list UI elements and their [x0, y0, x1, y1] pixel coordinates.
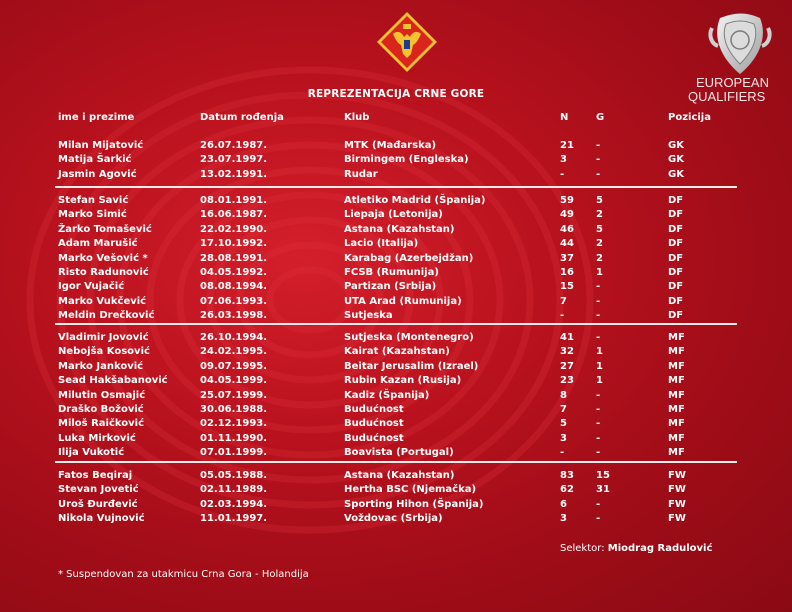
- club-name: Budućnost: [344, 418, 404, 430]
- position: MF: [668, 418, 685, 430]
- birth-date: 08.08.1994.: [200, 281, 268, 293]
- player-name: Nebojša Kosović: [58, 346, 150, 358]
- position: FW: [668, 498, 686, 510]
- club-name: Sutjeska (Montenegro): [344, 332, 474, 343]
- wordmark-line-1: EUROPEAN: [696, 75, 769, 90]
- player-name: Marko Janković: [58, 360, 144, 372]
- position: MF: [668, 332, 685, 343]
- club-name: Karabag (Azerbejdžan): [344, 252, 474, 264]
- goals-count: -: [596, 168, 601, 180]
- player-name: Žarko Tomašević: [58, 223, 152, 235]
- club-name: Partizan (Srbija): [344, 281, 437, 293]
- birth-date: 09.07.1995.: [200, 360, 268, 372]
- group-divider: [55, 461, 737, 463]
- club-name: Beitar Jerusalim (Izrael): [344, 360, 479, 372]
- goals-count: -: [596, 447, 601, 459]
- club-name: Lacio (Italija): [344, 238, 419, 250]
- club-name: FCSB (Rumunija): [344, 267, 439, 278]
- caps-count: 7: [560, 295, 567, 307]
- goals-count: -: [596, 432, 601, 444]
- birth-date: 07.01.1999.: [200, 447, 268, 459]
- header-position: Pozicija: [668, 112, 711, 123]
- birth-date: 05.05.1988.: [200, 470, 268, 481]
- position: MF: [668, 404, 685, 415]
- table-row: [0, 280, 792, 294]
- table-row: [0, 345, 792, 359]
- table-row: [0, 194, 792, 208]
- birth-date: 28.08.1991.: [200, 252, 268, 264]
- club-name: Budućnost: [344, 404, 404, 415]
- player-name: Milutin Osmajić: [58, 389, 146, 401]
- position: DF: [668, 209, 684, 221]
- player-name: Sead Hakšabanović: [58, 375, 168, 387]
- goals-count: -: [596, 295, 601, 307]
- club-name: Atletiko Madrid (Španija): [344, 195, 486, 206]
- table-row: [0, 266, 792, 280]
- caps-count: 27: [560, 360, 574, 372]
- table-row: [0, 153, 792, 167]
- birth-date: 02.11.1989.: [200, 484, 268, 496]
- club-name: MTK (Mađarska): [344, 140, 437, 151]
- goals-count: -: [596, 310, 601, 322]
- birth-date: 07.06.1993.: [200, 295, 268, 307]
- goals-count: 1: [596, 346, 603, 358]
- header-caps: N: [560, 112, 569, 123]
- table-row: [0, 512, 792, 526]
- player-name: Marko Vukčević: [58, 295, 147, 307]
- position: GK: [668, 140, 684, 151]
- header-goals: G: [596, 112, 605, 123]
- trophy-logo-icon: [706, 10, 774, 78]
- club-name: Sporting Hihon (Španija): [344, 498, 484, 510]
- table-row: [0, 237, 792, 251]
- position: DF: [668, 267, 684, 278]
- club-name: Astana (Kazahstan): [344, 223, 455, 235]
- player-name: Meldin Drečković: [58, 310, 155, 322]
- position: FW: [668, 470, 686, 481]
- goals-count: 1: [596, 267, 603, 278]
- goals-count: 15: [596, 470, 610, 481]
- birth-date: 17.10.1992.: [200, 238, 268, 250]
- caps-count: 15: [560, 281, 574, 293]
- goals-count: -: [596, 332, 601, 343]
- player-name: Milan Mijatović: [58, 140, 144, 151]
- goals-count: -: [596, 513, 601, 525]
- caps-count: 8: [560, 389, 567, 401]
- caps-count: 6: [560, 498, 567, 510]
- caps-count: 83: [560, 470, 574, 481]
- birth-date: 02.12.1993.: [200, 418, 268, 430]
- player-name: Marko Vešović *: [58, 252, 148, 264]
- position: MF: [668, 375, 685, 387]
- position: DF: [668, 281, 684, 293]
- goals-count: 1: [596, 375, 603, 387]
- table-row: [0, 483, 792, 497]
- player-name: Luka Mirković: [58, 432, 136, 444]
- club-name: Budućnost: [344, 432, 404, 444]
- goals-count: -: [596, 140, 601, 151]
- table-row: [0, 139, 792, 153]
- caps-count: -: [560, 310, 565, 322]
- position: FW: [668, 484, 686, 496]
- position: DF: [668, 295, 684, 307]
- goals-count: 1: [596, 360, 603, 372]
- group-divider: [55, 186, 737, 188]
- position: DF: [668, 223, 684, 235]
- goals-count: 5: [596, 223, 603, 235]
- birth-date: 26.07.1987.: [200, 140, 268, 151]
- player-name: Matija Šarkić: [58, 154, 132, 166]
- player-name: Vladimir Jovović: [58, 332, 149, 343]
- birth-date: 26.03.1998.: [200, 310, 268, 322]
- goals-count: 2: [596, 252, 603, 264]
- table-row: [0, 446, 792, 460]
- player-name: Marko Simić: [58, 209, 127, 221]
- position: GK: [668, 154, 684, 166]
- player-name: Fatos Beqiraj: [58, 470, 133, 481]
- group-divider: [55, 323, 737, 325]
- caps-count: -: [560, 447, 565, 459]
- caps-count: 3: [560, 513, 567, 525]
- position: MF: [668, 432, 685, 444]
- goals-count: -: [596, 389, 601, 401]
- club-name: Voždovac (Srbija): [344, 513, 443, 525]
- position: MF: [668, 389, 685, 401]
- caps-count: 59: [560, 195, 574, 206]
- birth-date: 22.02.1990.: [200, 223, 268, 235]
- page-title: REPREZENTACIJA CRNE GORE: [307, 88, 485, 100]
- birth-date: 24.02.1995.: [200, 346, 268, 358]
- birth-date: 04.05.1999.: [200, 375, 268, 387]
- birth-date: 13.02.1991.: [200, 168, 268, 180]
- position: GK: [668, 168, 684, 180]
- caps-count: 3: [560, 432, 567, 444]
- table-row: [0, 168, 792, 182]
- selector-line: [560, 543, 712, 554]
- club-name: Kadiz (Španija): [344, 389, 430, 401]
- caps-count: 5: [560, 418, 567, 430]
- table-row: [0, 309, 792, 323]
- caps-count: 49: [560, 209, 574, 221]
- goals-count: -: [596, 404, 601, 415]
- position: DF: [668, 195, 684, 206]
- birth-date: 11.01.1997.: [200, 513, 268, 525]
- club-name: Astana (Kazahstan): [344, 470, 455, 481]
- player-name: Adam Marušić: [58, 238, 138, 250]
- player-name: Jasmin Agović: [58, 168, 137, 180]
- position: DF: [668, 252, 684, 264]
- player-name: Nikola Vujnović: [58, 513, 145, 525]
- player-name: Miloš Raičković: [58, 418, 145, 430]
- caps-count: 21: [560, 140, 574, 151]
- caps-count: 62: [560, 484, 574, 496]
- goals-count: -: [596, 498, 601, 510]
- table-row: [0, 432, 792, 446]
- caps-count: -: [560, 168, 565, 180]
- caps-count: 16: [560, 267, 574, 278]
- caps-count: 23: [560, 375, 574, 387]
- goals-count: -: [596, 418, 601, 430]
- birth-date: 25.07.1999.: [200, 389, 268, 401]
- table-row: [0, 374, 792, 388]
- header-name: ime i prezime: [58, 112, 135, 123]
- club-name: Rudar: [344, 168, 378, 180]
- birth-date: 02.03.1994.: [200, 498, 268, 510]
- caps-count: 37: [560, 252, 574, 264]
- goals-count: 2: [596, 238, 603, 250]
- goals-count: -: [596, 154, 601, 166]
- caps-count: 3: [560, 154, 567, 166]
- player-name: Igor Vujačić: [58, 281, 125, 293]
- goals-count: -: [596, 281, 601, 293]
- selector-name: Miodrag Radulović: [607, 543, 713, 554]
- position: MF: [668, 346, 685, 358]
- caps-count: 41: [560, 332, 574, 343]
- player-name: Uroš Đurđević: [58, 498, 138, 510]
- birth-date: 23.07.1997.: [200, 154, 268, 166]
- club-name: Boavista (Portugal): [344, 447, 454, 459]
- table-row: [0, 360, 792, 374]
- position: MF: [668, 360, 685, 372]
- caps-count: 32: [560, 346, 574, 358]
- birth-date: 26.10.1994.: [200, 332, 268, 343]
- selector-label: Selektor:: [560, 543, 605, 554]
- table-row: [0, 223, 792, 237]
- position: FW: [668, 513, 686, 525]
- goals-count: 5: [596, 195, 603, 206]
- caps-count: 46: [560, 223, 574, 235]
- header-date: Datum rođenja: [200, 112, 284, 123]
- wordmark-line-2: QUALIFIERS: [688, 89, 766, 104]
- club-name: Rubin Kazan (Rusija): [344, 375, 462, 387]
- club-name: UTA Arad (Rumunija): [344, 295, 462, 307]
- footnote: * Suspendovan za utakmicu Crna Gora - Holandija: [58, 569, 309, 580]
- position: DF: [668, 238, 684, 250]
- club-name: Sutjeska: [344, 310, 393, 322]
- montenegro-crest-icon: [375, 10, 439, 74]
- table-row: [0, 389, 792, 403]
- table-row: [0, 469, 792, 483]
- table-row: [0, 403, 792, 417]
- table-row: [0, 331, 792, 345]
- player-name: Draško Božović: [58, 404, 144, 415]
- table-row: [0, 498, 792, 512]
- club-name: Kairat (Kazahstan): [344, 346, 450, 358]
- birth-date: 04.05.1992.: [200, 267, 268, 278]
- header-club: Klub: [344, 112, 370, 123]
- position: DF: [668, 310, 684, 322]
- birth-date: 08.01.1991.: [200, 195, 268, 206]
- caps-count: 44: [560, 238, 574, 250]
- club-name: Liepaja (Letonija): [344, 209, 443, 221]
- player-name: Stevan Jovetić: [58, 484, 139, 496]
- goals-count: 31: [596, 484, 610, 496]
- caps-count: 7: [560, 404, 567, 415]
- table-row: [0, 295, 792, 309]
- club-name: Birmingem (Engleska): [344, 154, 469, 166]
- table-row: [0, 417, 792, 431]
- table-header: [0, 111, 792, 125]
- birth-date: 30.06.1988.: [200, 404, 268, 415]
- player-name: Ilija Vukotić: [58, 447, 125, 459]
- birth-date: 16.06.1987.: [200, 209, 268, 221]
- player-name: Stefan Savić: [58, 195, 129, 206]
- club-name: Hertha BSC (Njemačka): [344, 484, 477, 496]
- goals-count: 2: [596, 209, 603, 221]
- position: MF: [668, 447, 685, 459]
- table-row: [0, 208, 792, 222]
- player-name: Risto Radunović: [58, 267, 149, 278]
- table-row: [0, 252, 792, 266]
- birth-date: 01.11.1990.: [200, 432, 268, 444]
